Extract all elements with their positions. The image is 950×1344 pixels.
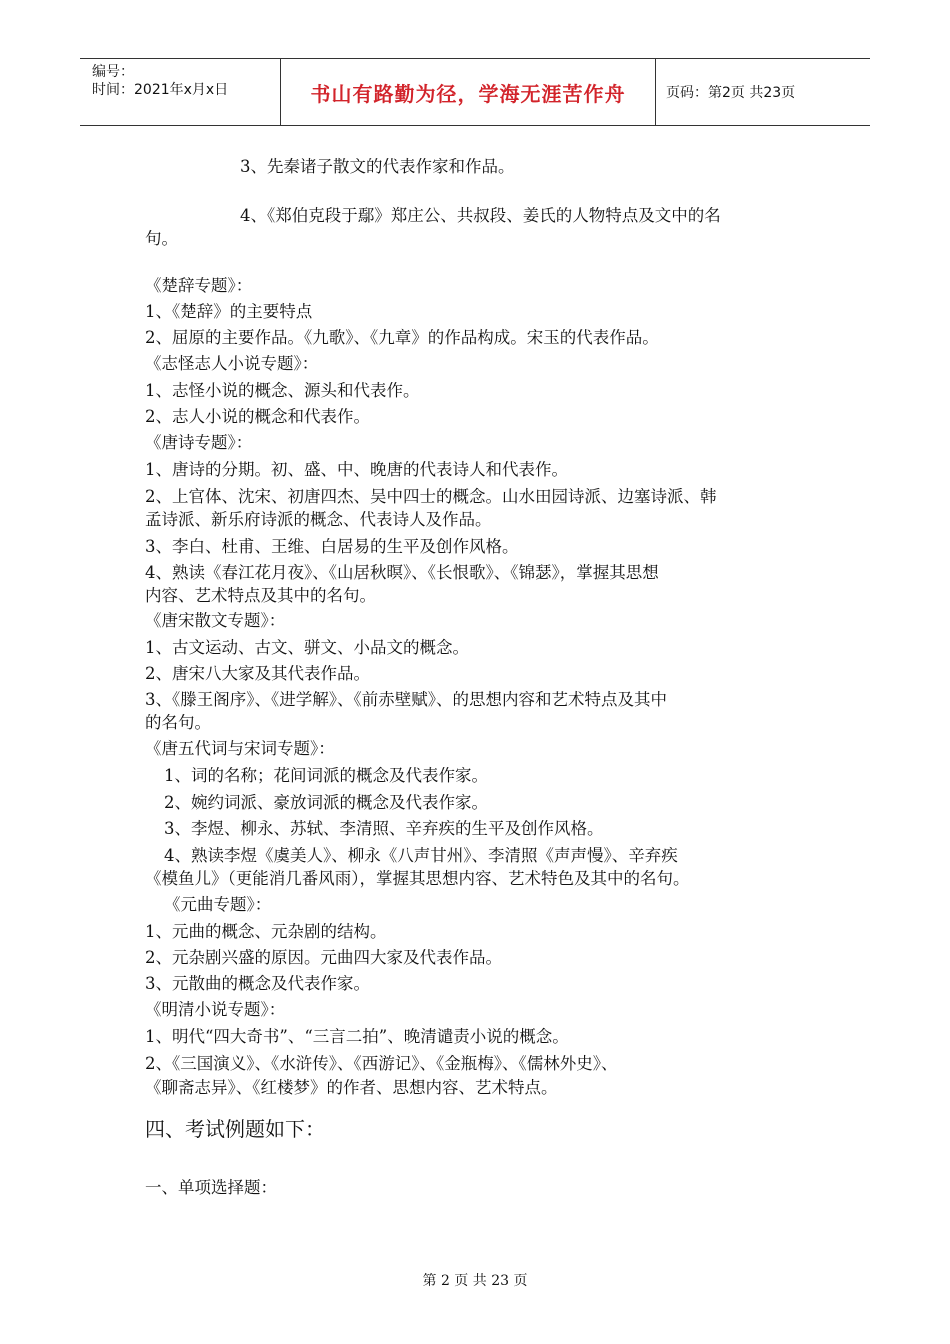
section-heading: 《楚辞专题》： [145,276,253,295]
text-line: 2、婉约词派、豪放词派的概念及代表作家。 [164,793,488,812]
text-line: 3、李煜、柳永、苏轼、李清照、辛弃疾的生平及创作风格。 [164,819,604,838]
text-line: 3、元散曲的概念及代表作家。 [145,974,370,993]
section-heading: 《明清小说专题》： [145,1000,286,1019]
subsection-title: 一、单项选择题： [145,1178,277,1197]
page-header [80,58,870,126]
text-line: 1、词的名称；花间词派的概念及代表作家。 [164,766,488,785]
text-line: 内容、艺术特点及其中的名句。 [145,586,376,605]
text-line: 2、屈原的主要作品。《九歌》、《九章》的作品构成。宋玉的代表作品。 [145,328,659,347]
section-heading: 《唐宋散文专题》： [145,611,286,630]
text-line: 1、唐诗的分期。初、盛、中、晚唐的代表诗人和代表作。 [145,460,568,479]
text-line: 2、元杂剧兴盛的原因。元曲四大家及代表作品。 [145,948,502,967]
text-line: 3、先秦诸子散文的代表作家和作品。 [240,157,515,176]
text-line: 2、《三国演义》、《水浒传》、《西游记》、《金瓶梅》、《儒林外史》、 [145,1054,618,1073]
section-heading: 《唐五代词与宋词专题》： [145,739,335,758]
text-line: 3、《滕王阁序》、《进学解》、《前赤壁赋》、的思想内容和艺术特点及其中 [145,690,667,709]
section-title: 四、考试例题如下： [145,1117,325,1141]
text-line: 2、志人小说的概念和代表作。 [145,407,370,426]
page-footer: 第 2 页 共 23 页 [422,1273,528,1289]
text-line: 1、明代“四大奇书”、“三言二拍”、晚清谴责小说的概念。 [145,1027,569,1046]
text-line: 4、《郑伯克段于鄢》郑庄公、共叔段、姜氏的人物特点及文中的名 [240,206,721,225]
text-line: 孟诗派、新乐府诗派的概念、代表诗人及作品。 [145,510,492,529]
document-number-label: 编号： [92,64,134,80]
header-page-info: 页码：第2页 共23页 [666,85,796,101]
text-line: 《聊斋志异》、《红楼梦》的作者、思想内容、艺术特点。 [145,1078,558,1097]
text-line: 3、李白、杜甫、王维、白居易的生平及创作风格。 [145,537,519,556]
header-motto: 书山有路勤为径，学海无涯苦作舟 [281,59,656,125]
text-line: 4、熟读李煜《虞美人》、柳永《八声甘州》、李清照《声声慢》、辛弃疾 [164,846,678,865]
text-line: 《模鱼儿》（更能消几番风雨），掌握其思想内容、艺术特色及其中的名句。 [145,869,690,888]
document-time-label: 时间：2021年x月x日 [92,82,229,98]
text-line: 1、元曲的概念、元杂剧的结构。 [145,922,387,941]
section-heading: 《志怪志人小说专题》： [145,354,319,373]
text-line: 的名句。 [145,713,211,732]
text-line: 2、上官体、沈宋、初唐四杰、吴中四士的概念。山水田园诗派、边塞诗派、韩 [145,487,717,506]
section-heading: 《元曲专题》： [164,895,272,914]
text-line: 句。 [145,229,178,248]
text-line: 2、唐宋八大家及其代表作品。 [145,664,370,683]
text-line: 1、《楚辞》的主要特点 [145,302,313,321]
section-heading: 《唐诗专题》： [145,433,253,452]
text-line: 1、古文运动、古文、骈文、小品文的概念。 [145,638,469,657]
text-line: 1、志怪小说的概念、源头和代表作。 [145,381,420,400]
header-meta [80,59,281,125]
text-line: 4、熟读《春江花月夜》、《山居秋暝》、《长恨歌》、《锦瑟》，掌握其思想 [145,563,659,582]
